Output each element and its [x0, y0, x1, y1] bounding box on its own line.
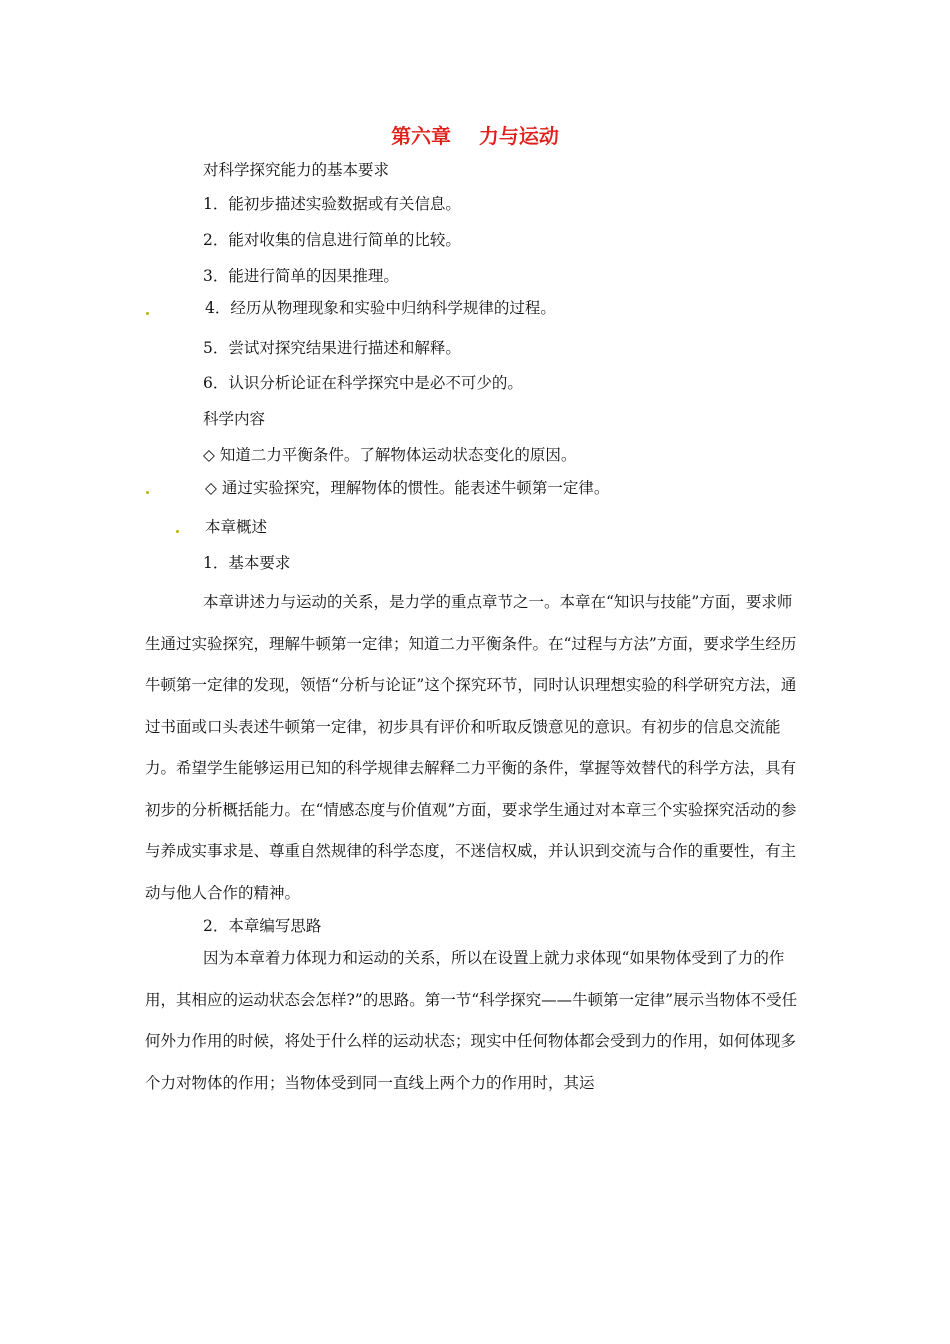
subheading-writing-approach: 2．本章编写思路 [203, 917, 322, 935]
requirement-item-4: 4．经历从物理现象和实验中归纳科学规律的过程。 [205, 299, 556, 317]
section-heading-content: 科学内容 [203, 410, 266, 428]
section-heading-inquiry: 对科学探究能力的基本要求 [203, 161, 390, 179]
paragraph-basic-requirements: 本章讲述力与运动的关系，是力学的重点章节之一。本章在“知识与技能”方面，要求师生通过实验探究，理解牛顿第一定律；知道二力平衡条件。在“过程与方法”方面，要求学生经历牛顿第一定律的发现，领悟“分析与论证”这个探究环节，同时认识理想实验的科学研究方法，通过书面或口头表述牛顿第一定律，初步具有评价和听取反馈意见的意识。有初步的信息交流能力。希望学生能够运用已知的科学规律去解释二力平衡的条件，掌握等效替代的科学方法，具有初步的分析概括能力。在“情感态度与价值观”方面，要求学生通过对本章三个实验探究活动的参与养成实事求是、尊重自然规律的科学态度，不迷信权威，并认识到交流与合作的重要性，有主动与他人合作的精神。 [145, 593, 797, 902]
subheading-basic-requirements: 1．基本要求 [203, 554, 291, 572]
requirement-item-5: 5．尝试对探究结果进行描述和解释。 [203, 339, 461, 357]
requirement-item-6: 6．认识分析论证在科学探究中是必不可少的。 [203, 374, 523, 392]
scan-speck [176, 530, 179, 533]
scan-speck [146, 312, 149, 315]
chapter-title: 第六章 力与运动 [391, 124, 559, 148]
requirement-item-3: 3．能进行简单的因果推理。 [203, 267, 399, 285]
content-item-1: ◇ 知道二力平衡条件。了解物体运动状态变化的原因。 [203, 446, 577, 464]
section-heading-overview: 本章概述 [205, 518, 268, 536]
requirement-item-2: 2．能对收集的信息进行简单的比较。 [203, 231, 461, 249]
requirement-item-1: 1．能初步描述实验数据或有关信息。 [203, 195, 461, 213]
paragraph-writing-approach: 因为本章着力体现力和运动的关系，所以在设置上就力求体现“如果物体受到了力的作 用，其相应的运动状态会怎样?”的思路。第一节“科学探究——牛顿第一定律”展示当物体不受任何外力作用的时候，将处于什么样的运动状态；现实中任何物体都会受到力的作用，如何体现多个力对物体的作用；当物体受到同一直线上两个力的作用时，其运 [145, 949, 798, 1092]
scan-speck [146, 491, 149, 494]
content-item-2: ◇ 通过实验探究，理解物体的惯性。能表述牛顿第一定律。 [205, 479, 610, 497]
